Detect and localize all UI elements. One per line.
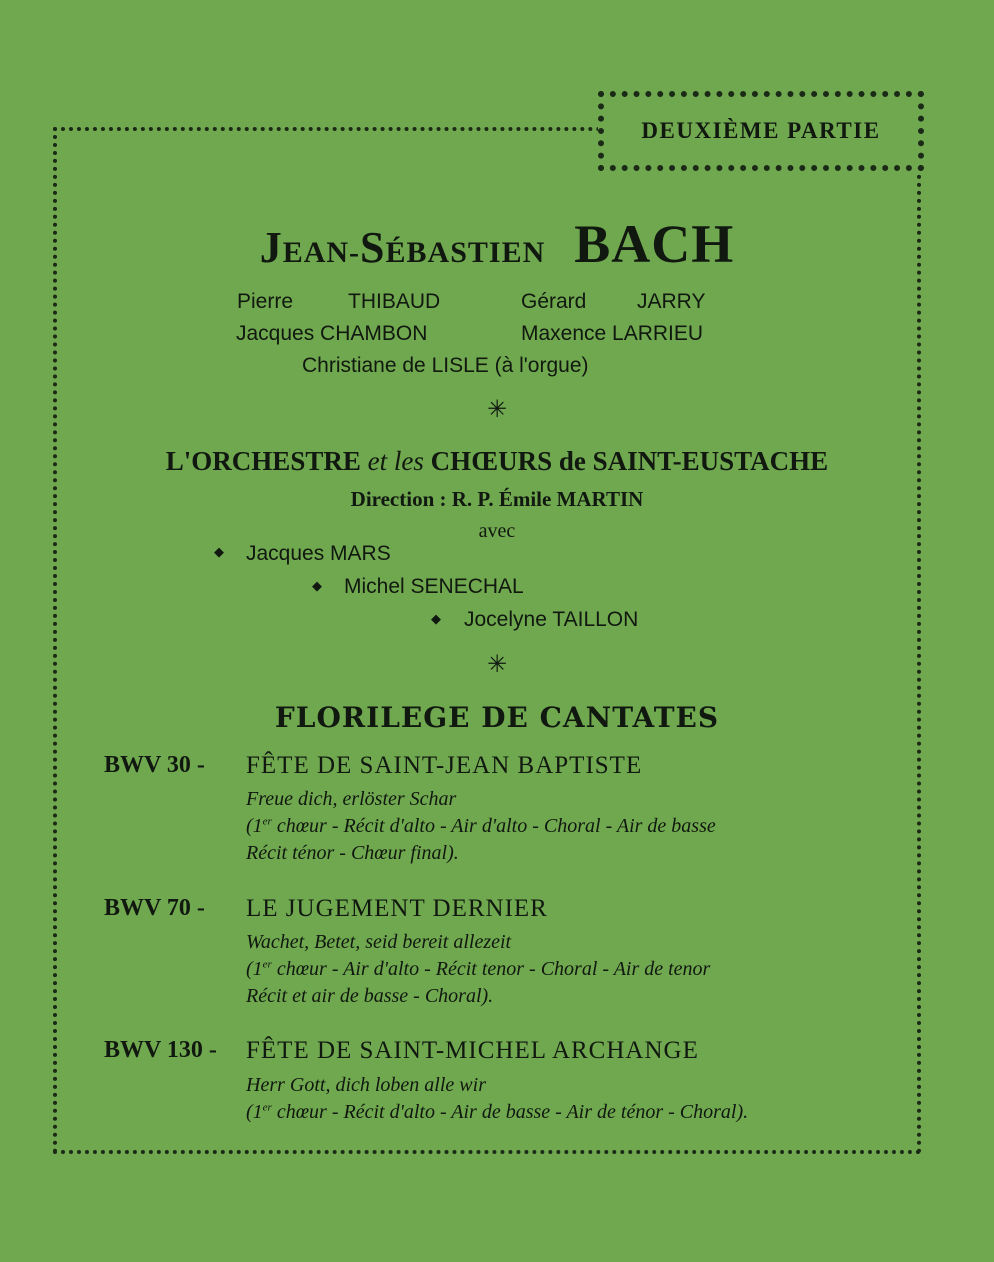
soloist-last-name: JARRY xyxy=(637,290,706,313)
diamond-bullet-icon: ◆ xyxy=(431,612,441,627)
bwv-number: BWV 70 - xyxy=(104,895,205,921)
guest-name: Jocelyne TAILLON xyxy=(464,608,639,631)
asterisk-separator-icon: ✳ xyxy=(486,650,508,678)
guest-name: Jacques MARS xyxy=(246,542,391,565)
diamond-bullet-icon: ◆ xyxy=(214,545,224,560)
cantata-subtitle: Herr Gott, dich loben alle wir xyxy=(246,1074,486,1096)
asterisk-separator-icon: ✳ xyxy=(486,395,508,423)
choir-part: CHŒURS de SAINT-EUSTACHE xyxy=(430,446,829,476)
composer-first-initial: J xyxy=(259,223,283,272)
avec-label: avec xyxy=(478,520,516,542)
composer-last-name: BACH xyxy=(574,214,735,274)
cantata-movements: Récit ténor - Chœur final). xyxy=(246,842,459,864)
composer-first-rest: EAN- xyxy=(282,236,361,269)
part-heading: DEUXIÈME PARTIE xyxy=(641,118,881,143)
cantata-subtitle: Freue dich, erlöster Schar xyxy=(246,788,457,810)
composer-second-initial: S xyxy=(360,223,386,272)
soloist: Jacques CHAMBON xyxy=(236,322,428,345)
soloist: Maxence LARRIEU xyxy=(521,322,704,345)
soloist-organ: Christiane de LISLE (à l'orgue) xyxy=(302,354,589,377)
cantata-movements: (1er chœur - Air d'alto - Récit tenor - Choral - Air de tenor xyxy=(246,958,711,980)
soloist-last-name: THIBAUD xyxy=(348,290,441,313)
diamond-bullet-icon: ◆ xyxy=(312,579,322,594)
soloist-first-name: Pierre xyxy=(237,290,294,313)
direction-line: Direction : R. P. Émile MARTIN xyxy=(350,487,644,511)
cantata-title: FÊTE DE SAINT-JEAN BAPTISTE xyxy=(246,752,643,779)
bwv-number: BWV 30 - xyxy=(104,752,205,778)
orchestra-heading xyxy=(0,446,994,477)
cantata-title: FÊTE DE SAINT-MICHEL ARCHANGE xyxy=(246,1037,699,1064)
orchestra-part: L'ORCHESTRE xyxy=(165,446,361,476)
soloist-first-name: Gérard xyxy=(521,290,587,313)
cantata-movements: Récit et air de basse - Choral). xyxy=(246,985,494,1007)
orchestra-connector: et les xyxy=(367,446,424,476)
cantata-subtitle: Wachet, Betet, seid bereit allezeit xyxy=(246,931,512,953)
composer-name xyxy=(0,213,994,275)
cantata-title: LE JUGEMENT DERNIER xyxy=(246,895,548,922)
part-heading-box xyxy=(598,91,924,171)
guest-name: Michel SENECHAL xyxy=(344,575,524,598)
cantata-movements: (1er chœur - Récit d'alto - Air de basse - Air de ténor - Choral). xyxy=(246,1101,749,1123)
cantata-movements: (1er chœur - Récit d'alto - Air d'alto - Choral - Air de basse xyxy=(246,815,716,837)
section-heading: FLORILEGE DE CANTATES xyxy=(274,701,720,734)
bwv-number: BWV 130 - xyxy=(104,1037,217,1063)
composer-second-rest: ÉBASTIEN xyxy=(385,236,546,269)
